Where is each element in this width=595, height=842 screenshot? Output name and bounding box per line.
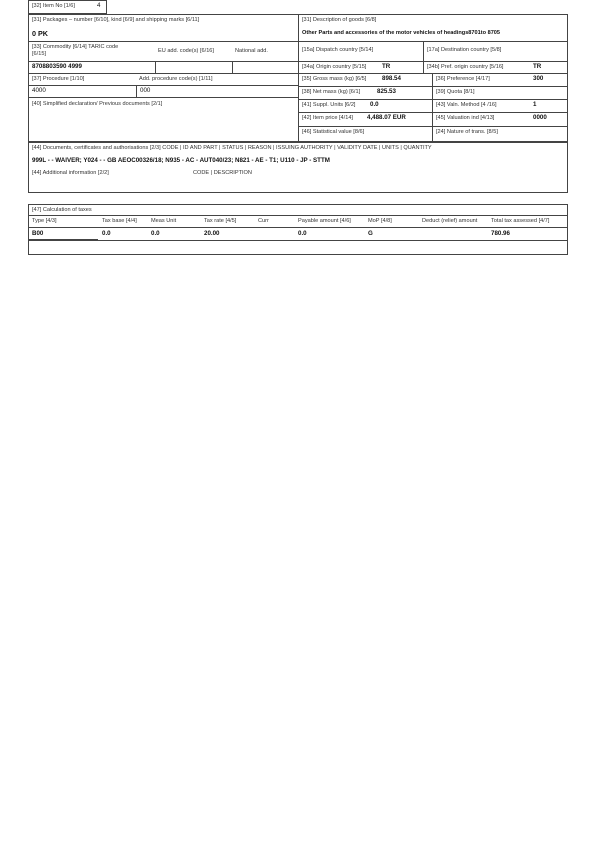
divider <box>298 61 568 62</box>
procedure-value: 4000 <box>32 87 46 94</box>
divider <box>298 86 568 87</box>
gross-mass-label: [35] Gross mass (kg) [6/5] <box>302 76 367 82</box>
divider <box>28 85 298 86</box>
tax-header-mop: MoP [4/8] <box>368 218 392 224</box>
divider <box>298 99 568 100</box>
tax-header-meas-unit: Meas Unit <box>151 218 177 224</box>
nature-of-trans-label: [24] Nature of trans. [8/5] <box>436 129 498 135</box>
pref-origin-country-label: [34b] Pref. origin country [5/16] <box>427 64 504 70</box>
divider <box>28 73 568 74</box>
divider <box>28 227 568 228</box>
additional-info-columns: CODE | DESCRIPTION <box>193 170 252 176</box>
statistical-value-label: [46] Statistical value [8/6] <box>302 129 365 135</box>
suppl-units-label: [41] Suppl. Units [6/2] <box>302 102 356 108</box>
add-procedure-label: Add. procedure code(s) [1/11] <box>139 76 213 82</box>
divider <box>423 61 424 73</box>
simplified-declaration-label: [40] Simplified declaration/ Previous documents [2/1] <box>32 101 163 107</box>
divider <box>232 61 233 73</box>
additional-info-label: [44] Additional information [2/2] <box>32 170 109 176</box>
commodity-label-2: [6/15] <box>32 51 46 57</box>
divider <box>432 73 433 142</box>
taxes-title: [47] Calculation of taxes <box>32 207 92 213</box>
commodity-value: 8708803590 4999 <box>32 63 82 70</box>
item-price-label: [42] Item price [4/14] <box>302 115 353 121</box>
description-value: Other Parts and accessories of the motor vehicles of headings8701to 8705 <box>302 30 501 36</box>
tax-header-type: Type [4/3] <box>32 218 57 224</box>
divider <box>28 215 568 216</box>
tax-row-type: B00 <box>32 230 44 237</box>
documents-value: 999L - - WAIVER; Y024 - - GB AEOC00326/18; N935 - AC - AUT040/23; N821 - AE - T1; U110 - JP - STTM <box>32 157 330 164</box>
row-underline <box>28 239 98 240</box>
documents-label: [44] Documents, certificates and authorisations [2/3] CODE | ID AND PART | STATUS | REASON | ISSUING AUTHORITY | VALIDITY DATE | UNITS | QUANTITY <box>32 145 432 151</box>
quota-label: [39] Quota [8/1] <box>436 89 475 95</box>
description-label: [31] Description of goods [6/8] <box>302 17 377 23</box>
packages-label: [31] Packages – number [6/10], kind [6/9] and shipping marks [6/11] <box>32 17 200 23</box>
valuation-ind-value: 0000 <box>533 114 547 121</box>
item-no-value: 4 <box>97 2 101 9</box>
divider <box>155 61 156 73</box>
tax-header-rate: Tax rate [4/5] <box>204 218 237 224</box>
pref-origin-country-value: TR <box>533 63 542 70</box>
divider <box>136 85 137 97</box>
preference-value: 300 <box>533 75 544 82</box>
tax-header-total: Total tax assessed [4/7] <box>491 218 550 224</box>
divider <box>298 126 568 127</box>
packages-value: 0 PK <box>32 29 48 38</box>
dispatch-country-label: [15a] Dispatch country [5/14] <box>302 47 374 53</box>
preference-label: [36] Preference [4/17] <box>436 76 490 82</box>
gross-mass-value: 898.54 <box>382 75 401 82</box>
tax-row-rate: 20.00 <box>204 230 220 237</box>
tax-row-payable: 0.0 <box>298 230 307 237</box>
national-add-label: National add. <box>235 48 268 54</box>
divider <box>298 112 568 113</box>
procedure-label: [37] Procedure [1/10] <box>32 76 85 82</box>
divider <box>28 240 568 241</box>
divider <box>28 41 568 42</box>
divider <box>28 61 298 62</box>
commodity-label: [33] Commodity [6/14] TARIC code <box>32 44 119 50</box>
tax-header-base: Tax base [4/4] <box>102 218 137 224</box>
valn-method-label: [43] Valn. Method [4 /16] <box>436 102 497 108</box>
tax-header-payable: Payable amount [4/6] <box>298 218 351 224</box>
tax-row-total: 780.96 <box>491 230 510 237</box>
valuation-ind-label: [45] Valuation ind [4/13] <box>436 115 495 121</box>
tax-row-base: 0.0 <box>102 230 111 237</box>
origin-country-value: TR <box>382 63 391 70</box>
divider <box>28 97 298 98</box>
net-mass-value: 825.53 <box>377 88 396 95</box>
net-mass-label: [38] Net mass (kg) [6/1] <box>302 89 361 95</box>
tax-row-meas-unit: 0.0 <box>151 230 160 237</box>
destination-country-label: [17a] Destination country [5/8] <box>427 47 502 53</box>
item-no-label: [32] Item No [1/6] <box>32 3 75 9</box>
item-price-value: 4,488.07 EUR <box>367 114 406 121</box>
add-procedure-value: 000 <box>140 87 151 94</box>
divider <box>423 41 424 61</box>
origin-country-label: [34a] Origin country [5/15] <box>302 64 367 70</box>
eu-add-code-label: EU add. code(s) [6/16] <box>158 48 214 54</box>
center-divider <box>298 14 299 142</box>
suppl-units-value: 0.0 <box>370 101 379 108</box>
tax-row-mop: G <box>368 230 373 237</box>
valn-method-value: 1 <box>533 101 537 108</box>
tax-header-curr: Curr <box>258 218 269 224</box>
tax-header-deduct: Deduct (relief) amount <box>422 218 478 224</box>
